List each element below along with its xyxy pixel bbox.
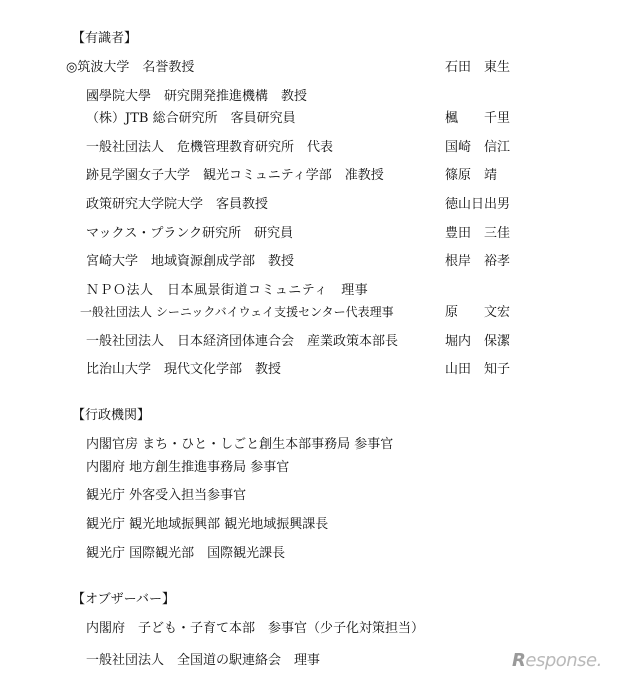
government-item: 内閣官房 まち・ひと・しごと創生本部事務局 参事官 xyxy=(86,437,394,452)
expert-affiliation: （株）JTB 総合研究所 客員研究員 xyxy=(86,111,296,126)
experts-heading: 【有識者】 xyxy=(72,31,138,46)
expert-affiliation: 宮崎大学 地域資源創成学部 教授 xyxy=(86,254,295,269)
government-item: 観光庁 外客受入担当参事官 xyxy=(86,488,247,503)
expert-affiliation: マックス・プランク研究所 研究員 xyxy=(86,226,294,241)
expert-name: 石田 東生 xyxy=(445,60,511,75)
observer-item: 内閣府 子ども・子育て本部 参事官（少子化対策担当） xyxy=(86,621,425,636)
response-watermark xyxy=(512,652,602,670)
expert-affiliation: ◎筑波大学 名誉教授 xyxy=(66,60,195,75)
expert-name: 原 文宏 xyxy=(445,305,511,320)
expert-affiliation: 比治山大学 現代文化学部 教授 xyxy=(86,362,282,377)
expert-affiliation: ＮＰＯ法人 日本風景街道コミュニティ 理事 xyxy=(86,283,369,298)
expert-name: 豊田 三佳 xyxy=(445,226,511,241)
expert-name: 篠原 靖 xyxy=(445,168,498,183)
response-logo-mark: R xyxy=(512,650,526,671)
expert-affiliation: 一般社団法人 危機管理教育研究所 代表 xyxy=(86,140,334,155)
expert-affiliation: 國學院大學 研究開発推進機構 教授 xyxy=(86,89,308,104)
response-logo-text: esponse. xyxy=(525,650,602,671)
expert-affiliation: 跡見学園女子大学 観光コミュニティ学部 准教授 xyxy=(86,168,384,183)
expert-name: 徳山日出男 xyxy=(445,197,511,212)
observers-heading: 【オブザーバー】 xyxy=(72,592,175,607)
government-item: 内閣府 地方創生推進事務局 参事官 xyxy=(86,460,290,475)
expert-affiliation: 一般社団法人 日本経済団体連合会 産業政策本部長 xyxy=(86,334,399,349)
observer-item: 一般社団法人 全国道の駅連絡会 理事 xyxy=(86,653,321,668)
expert-name: 楓 千里 xyxy=(445,111,511,126)
expert-affiliation: 一般社団法人 シーニックバイウェイ支援センター代表理事 xyxy=(80,305,394,319)
government-item: 観光庁 観光地域振興部 観光地域振興課長 xyxy=(86,517,329,532)
expert-name: 国崎 信江 xyxy=(445,140,511,155)
expert-affiliation: 政策研究大学院大学 客員教授 xyxy=(86,197,269,212)
expert-name: 根岸 裕孝 xyxy=(445,254,511,269)
expert-name: 山田 知子 xyxy=(445,362,511,377)
government-heading: 【行政機関】 xyxy=(72,408,151,423)
expert-name: 堀内 保潔 xyxy=(445,334,511,349)
government-item: 観光庁 国際観光部 国際観光課長 xyxy=(86,546,286,561)
